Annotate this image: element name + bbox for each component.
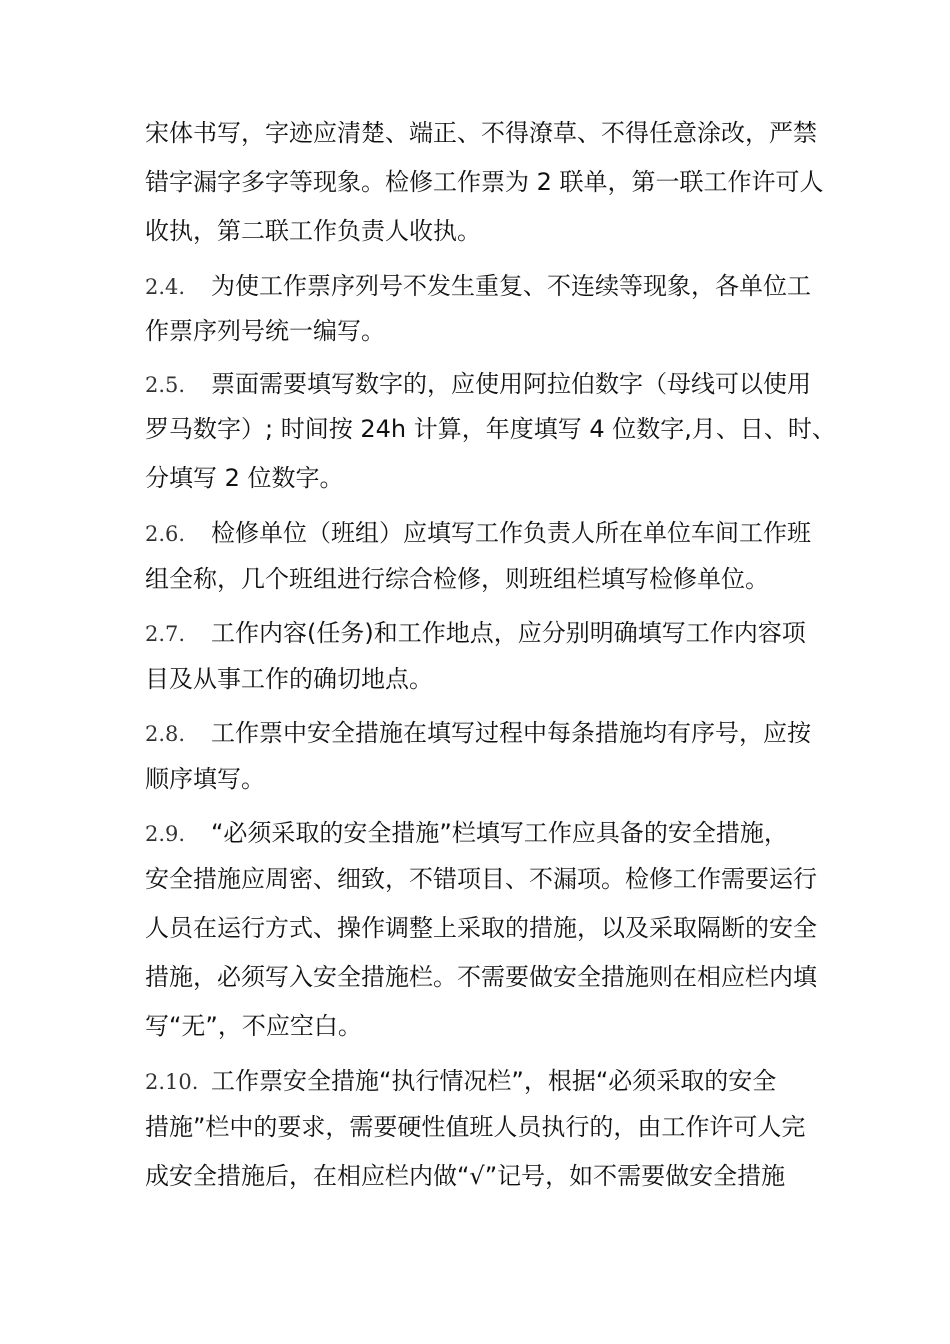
line-text: 工作票中安全措施在填写过程中每条措施均有序号，应按 <box>211 719 811 747</box>
text-line <box>145 115 825 151</box>
line-text: 票面需要填写数字的，应使用阿拉伯数字（母线可以使用 <box>211 370 811 398</box>
numbered-paragraph-first-line <box>145 1063 825 1099</box>
text-line <box>145 313 825 349</box>
line-text: 作票序列号统一编写。 <box>145 317 385 345</box>
numbered-paragraph-first-line <box>145 366 825 402</box>
text-line <box>145 761 825 797</box>
text-line <box>145 661 825 697</box>
text-line <box>145 1158 825 1194</box>
text-line <box>145 460 825 496</box>
line-text: 措施，必须写入安全措施栏。不需要做安全措施则在相应栏内填 <box>145 963 817 991</box>
paragraph-number: 2.9. <box>145 822 186 846</box>
line-text: 措施”栏中的要求，需要硬性值班人员执行的，由工作许可人完 <box>145 1113 806 1141</box>
paragraph-number: 2.4. <box>145 275 186 299</box>
numbered-paragraph-first-line <box>145 615 825 651</box>
text-line <box>145 164 825 200</box>
line-text: 收执，第二联工作负责人收执。 <box>145 217 481 245</box>
numbered-paragraph-first-line <box>145 815 825 851</box>
line-text: 罗马数字）; 时间按 24h 计算，年度填写 4 位数字,月、日、时、 <box>145 415 836 443</box>
paragraph-number: 2.6. <box>145 522 186 546</box>
numbered-paragraph-first-line <box>145 715 825 751</box>
text-line <box>145 561 825 597</box>
line-text: 安全措施应周密、细致，不错项目、不漏项。检修工作需要运行 <box>145 865 817 893</box>
paragraph-number: 2.5. <box>145 373 186 397</box>
line-text: “必须采取的安全措施”栏填写工作应具备的安全措施， <box>211 819 788 847</box>
paragraph-number: 2.7. <box>145 622 186 646</box>
numbered-paragraph-first-line <box>145 268 825 304</box>
text-line <box>145 910 825 946</box>
text-line <box>145 959 825 995</box>
line-text: 写“无”，不应空白。 <box>145 1012 362 1040</box>
line-text: 错字漏字多字等现象。检修工作票为 2 联单，第一联工作许可人 <box>145 168 824 196</box>
line-text: 检修单位（班组）应填写工作负责人所在单位车间工作班 <box>211 519 811 547</box>
line-text: 成安全措施后，在相应栏内做“√”记号，如不需要做安全措施 <box>145 1162 786 1190</box>
text-line <box>145 1109 825 1145</box>
paragraph-number: 2.8. <box>145 722 186 746</box>
line-text: 组全称，几个班组进行综合检修，则班组栏填写检修单位。 <box>145 565 769 593</box>
line-text: 顺序填写。 <box>145 765 265 793</box>
text-line <box>145 411 836 447</box>
line-text: 宋体书写，字迹应清楚、端正、不得潦草、不得任意涂改，严禁 <box>145 119 817 147</box>
line-text: 工作内容(任务)和工作地点，应分别明确填写工作内容项 <box>211 619 806 647</box>
text-line <box>145 861 825 897</box>
text-line <box>145 213 825 249</box>
line-text: 分填写 2 位数字。 <box>145 464 344 492</box>
line-text: 为使工作票序列号不发生重复、不连续等现象，各单位工 <box>211 272 811 300</box>
numbered-paragraph-first-line <box>145 515 825 551</box>
text-line <box>145 1008 825 1044</box>
line-text: 人员在运行方式、操作调整上采取的措施，以及采取隔断的安全 <box>145 914 817 942</box>
line-text: 工作票安全措施“执行情况栏”，根据“必须采取的安全 <box>211 1067 777 1095</box>
paragraph-number: 2.10. <box>145 1070 199 1094</box>
line-text: 目及从事工作的确切地点。 <box>145 665 433 693</box>
